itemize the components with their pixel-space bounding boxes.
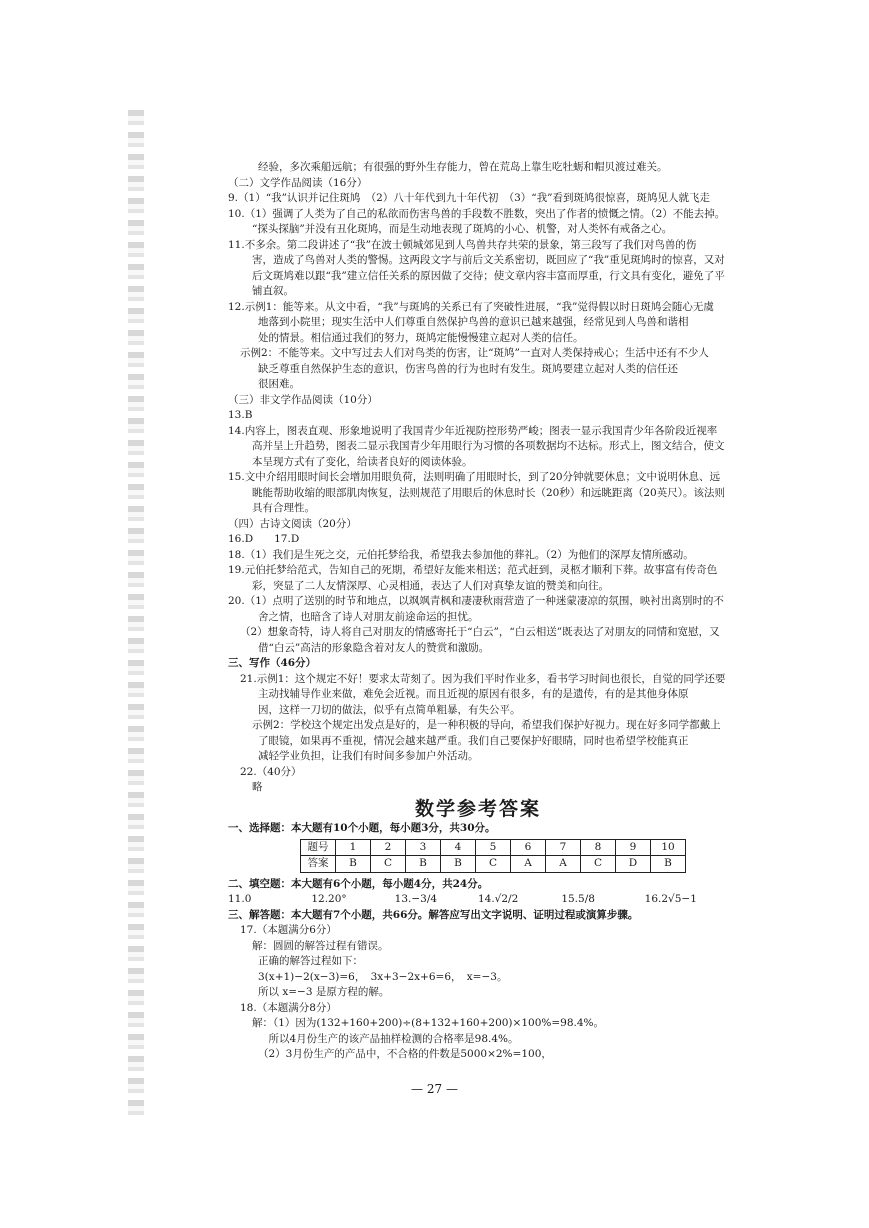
fill-answer: 12.20° — [311, 893, 347, 905]
text-line: 12.示例1：能等来。从文中看，“我”与斑鸠的关系已有了突破性进展，“我”觉得假以时日斑鸠会随心无虞 — [228, 300, 714, 313]
text-line: 解：圆圆的解答过程有错误。 — [252, 939, 389, 952]
math-section-fill: 二、填空题：本大题有6个小题，每小题4分，共24分。 — [228, 877, 489, 890]
text-line: 具有合理性。 — [252, 502, 315, 514]
math-section-choice: 一、选择题：本大题有10个小题，每小题3分，共30分。 — [228, 822, 496, 834]
text-line: （2）想象奇特，诗人将自己对朋友的情感寄托于“白云”，“白云相送”既表达了对朋友的同情和宽慰，又 — [240, 626, 720, 638]
table-cell: A — [511, 856, 546, 873]
table-cell: A — [546, 856, 581, 873]
table-cell: B — [651, 856, 686, 873]
fill-answer: 15.5/8 — [561, 893, 595, 905]
page-number: — 27 — — [411, 1082, 458, 1096]
text-line: 13.B — [228, 409, 253, 421]
text-line: 17.（本题满分6分） — [240, 924, 337, 936]
table-cell: B — [441, 856, 476, 873]
scan-edge-artifact — [128, 110, 144, 1120]
fill-answer: 14.√2/2 — [477, 893, 519, 905]
text-line: 缺乏尊重自然保护生态的意识，伤害鸟兽的行为也时有发生。斑鸠要建立起对人类的信任还 — [258, 362, 678, 375]
fill-answer: 13.−3/4 — [394, 893, 438, 905]
text-line: 因，这样一刀切的做法，似乎有点简单粗暴，有失公平。 — [258, 703, 521, 716]
text-line: 舍之情，也暗含了诗人对朋友前途命运的担忧。 — [258, 610, 479, 623]
table-cell: 2 — [371, 839, 406, 856]
text-line: 处的情景。相信通过我们的努力，斑鸠定能慢慢建立起对人类的信任。 — [258, 331, 584, 344]
table-cell: 6 — [511, 839, 546, 856]
chinese-answers — [228, 160, 728, 796]
text-line: 示例2：不能等来。文中写过去人们对鸟类的伤害，让“斑鸠”一直对人类保持戒心；生活中还有不少人 — [240, 347, 709, 359]
fill-answer: 16.2√5−1 — [644, 893, 697, 905]
table-cell: D — [616, 856, 651, 873]
text-line: 正确的解答过程如下： — [258, 955, 363, 967]
text-line: （三）非文学作品阅读（10分） — [228, 393, 378, 406]
text-line: 了眼镜，如果再不重视，情况会越来越严重。我们自己要保护好眼睛，同时也希望学校能真正 — [258, 734, 689, 747]
choice-answer-table — [300, 839, 686, 873]
text-line: 18.（本题满分8分） — [240, 1001, 337, 1014]
text-line: 所以 x=−3 是原方程的解。 — [258, 986, 390, 998]
text-line: 所以4月份生产的该产品抽样检测的合格率是98.4%。 — [258, 1032, 519, 1045]
table-cell: 5 — [476, 839, 511, 856]
math-solutions — [228, 923, 728, 1063]
text-line: 经验，多次乘船远航；有很强的野外生存能力，曾在荒岛上靠生吃牡蛎和帽贝渡过难关。 — [258, 161, 668, 173]
table-cell: 10 — [651, 839, 686, 856]
text-line: 主动找辅导作业来做，难免会近视。而且近视的原因有很多，有的是遗传，有的是其他身体原 — [258, 688, 689, 700]
text-line: 减轻学业负担，让我们有时间多参加户外活动。 — [258, 750, 479, 762]
text-line: 22.（40分） — [240, 765, 302, 778]
table-row — [301, 856, 686, 873]
text-line: （2）3月份生产的产品中，不合格的件数是5000×2%=100， — [258, 1048, 552, 1060]
text-line: 3(x+1)−2(x−3)=6， 3x+3−2x+6=6， x=−3。 — [258, 970, 508, 983]
text-line: 略 — [252, 781, 263, 793]
math-section-solve: 三、解答题：本大题有7个小题，共66分。解答应写出文字说明、证明过程或演算步骤。 — [228, 908, 639, 921]
text-line: 三、写作（46分） — [228, 657, 317, 669]
text-line: 铺直叙。 — [252, 285, 294, 297]
text-line: 本呈现方式有了变化，给读者良好的阅读体验。 — [252, 455, 473, 468]
text-line: 借“白云”高洁的形象隐含着对友人的赞赏和激励。 — [258, 641, 490, 654]
table-cell: 4 — [441, 839, 476, 856]
table-cell: 1 — [336, 839, 371, 856]
text-line: 地落到小院里；现实生活中人们尊重自然保护鸟兽的意识已越来越强，经常见到人鸟兽和谐相 — [258, 316, 689, 328]
table-cell: C — [581, 856, 616, 873]
text-line: 眺能帮助收缩的眼部肌肉恢复，法则规范了用眼后的休息时长（20秒）和远眺距离（20英尺）。该法则 — [252, 486, 725, 499]
text-line: 后文斑鸠难以跟“我”建立信任关系的原因做了交待；使文章内容丰富而厚重，行文具有变化，避免了平 — [252, 269, 725, 282]
text-line: 11.不多余。第二段讲述了“我”在波士顿城郊见到人鸟兽共存共荣的景象，第三段写了我们对鸟兽的伤 — [228, 238, 697, 251]
text-line: 18.（1）我们是生死之交，元伯托梦给我，希望我去参加他的葬礼。（2）为他们的深厚友情所感动。 — [228, 548, 694, 561]
table-cell: 3 — [406, 839, 441, 856]
answer-page — [228, 160, 728, 1063]
table-cell: 7 — [546, 839, 581, 856]
table-cell: C — [476, 856, 511, 873]
text-line: 害，造成了鸟兽对人类的警惕。这两段文字与前后文关系密切，既回应了“我”重见斑鸠时的惊喜，又对 — [252, 254, 725, 266]
text-line: （二）文学作品阅读（16分） — [228, 176, 368, 189]
table-cell: 题号 — [301, 839, 336, 856]
text-line: 21.示例1：这个规定不好！要求太苛刻了。因为我们平时作业多，看书学习时间也很长，自觉的同学还要 — [240, 672, 726, 685]
text-line: （四）古诗文阅读（20分） — [228, 517, 357, 530]
table-cell: B — [406, 856, 441, 873]
text-line: 彩，突显了二人友情深厚、心灵相通，表达了人们对真挚友谊的赞美和向往。 — [252, 579, 609, 592]
text-line: 9.（1）“我”认识并记住斑鸠 （2）八十年代到九十年代初 （3）“我”看到斑鸠很惊喜，斑鸠见人就飞走 — [228, 192, 711, 204]
table-cell: C — [371, 856, 406, 873]
text-line: 20.（1）点明了送别的时节和地点，以飒飒青枫和凄凄秋雨营造了一种迷蒙凄凉的氛围，映衬出离别时的不 — [228, 595, 724, 607]
text-line: 高并呈上升趋势，图表二显示我国青少年用眼行为习惯的各项数据均不达标。形式上，图文结合，使文 — [252, 440, 725, 452]
table-row — [301, 839, 686, 856]
text-line: 19.元伯托梦给范式，告知自己的死期，希望好友能来相送；范式赶到，灵柩才顺利下葬。故事富有传奇色 — [228, 564, 718, 576]
text-line: 10.（1）强调了人类为了自己的私欲而伤害鸟兽的手段数不胜数，突出了作者的愤慨之情。（2）不能去掉。 — [228, 207, 726, 220]
text-line: 16.D 17.D — [228, 533, 300, 545]
math-title: 数学参考答案 — [414, 797, 541, 820]
text-line: 14.内容上，图表直观、形象地说明了我国青少年近视防控形势严峻；图表一显示我国青少年各阶段近视率 — [228, 424, 718, 437]
text-line: “探头探脑”并没有丑化斑鸠，而是生动地表现了斑鸠的小心、机警，对人类怀有戒备之心。 — [252, 223, 673, 235]
fill-answers — [228, 892, 728, 908]
table-cell: 答案 — [301, 856, 336, 873]
text-line: 很困难。 — [258, 378, 300, 390]
table-cell: B — [336, 856, 371, 873]
text-line: 解：（1）因为(132+160+200)÷(8+132+160+200)×100%=98.4%。 — [252, 1017, 605, 1029]
table-cell: 9 — [616, 839, 651, 856]
text-line: 15.文中介绍用眼时间长会增加用眼负荷，法则明确了用眼时长，到了20分钟就要休息；文中说明休息、远 — [228, 471, 721, 483]
fill-answer: 11.0 — [228, 893, 252, 905]
text-line: 示例2：学校这个规定出发点是好的，是一种积极的导向，希望我们保护好视力。现在好多同学都戴上 — [252, 719, 721, 731]
table-cell: 8 — [581, 839, 616, 856]
